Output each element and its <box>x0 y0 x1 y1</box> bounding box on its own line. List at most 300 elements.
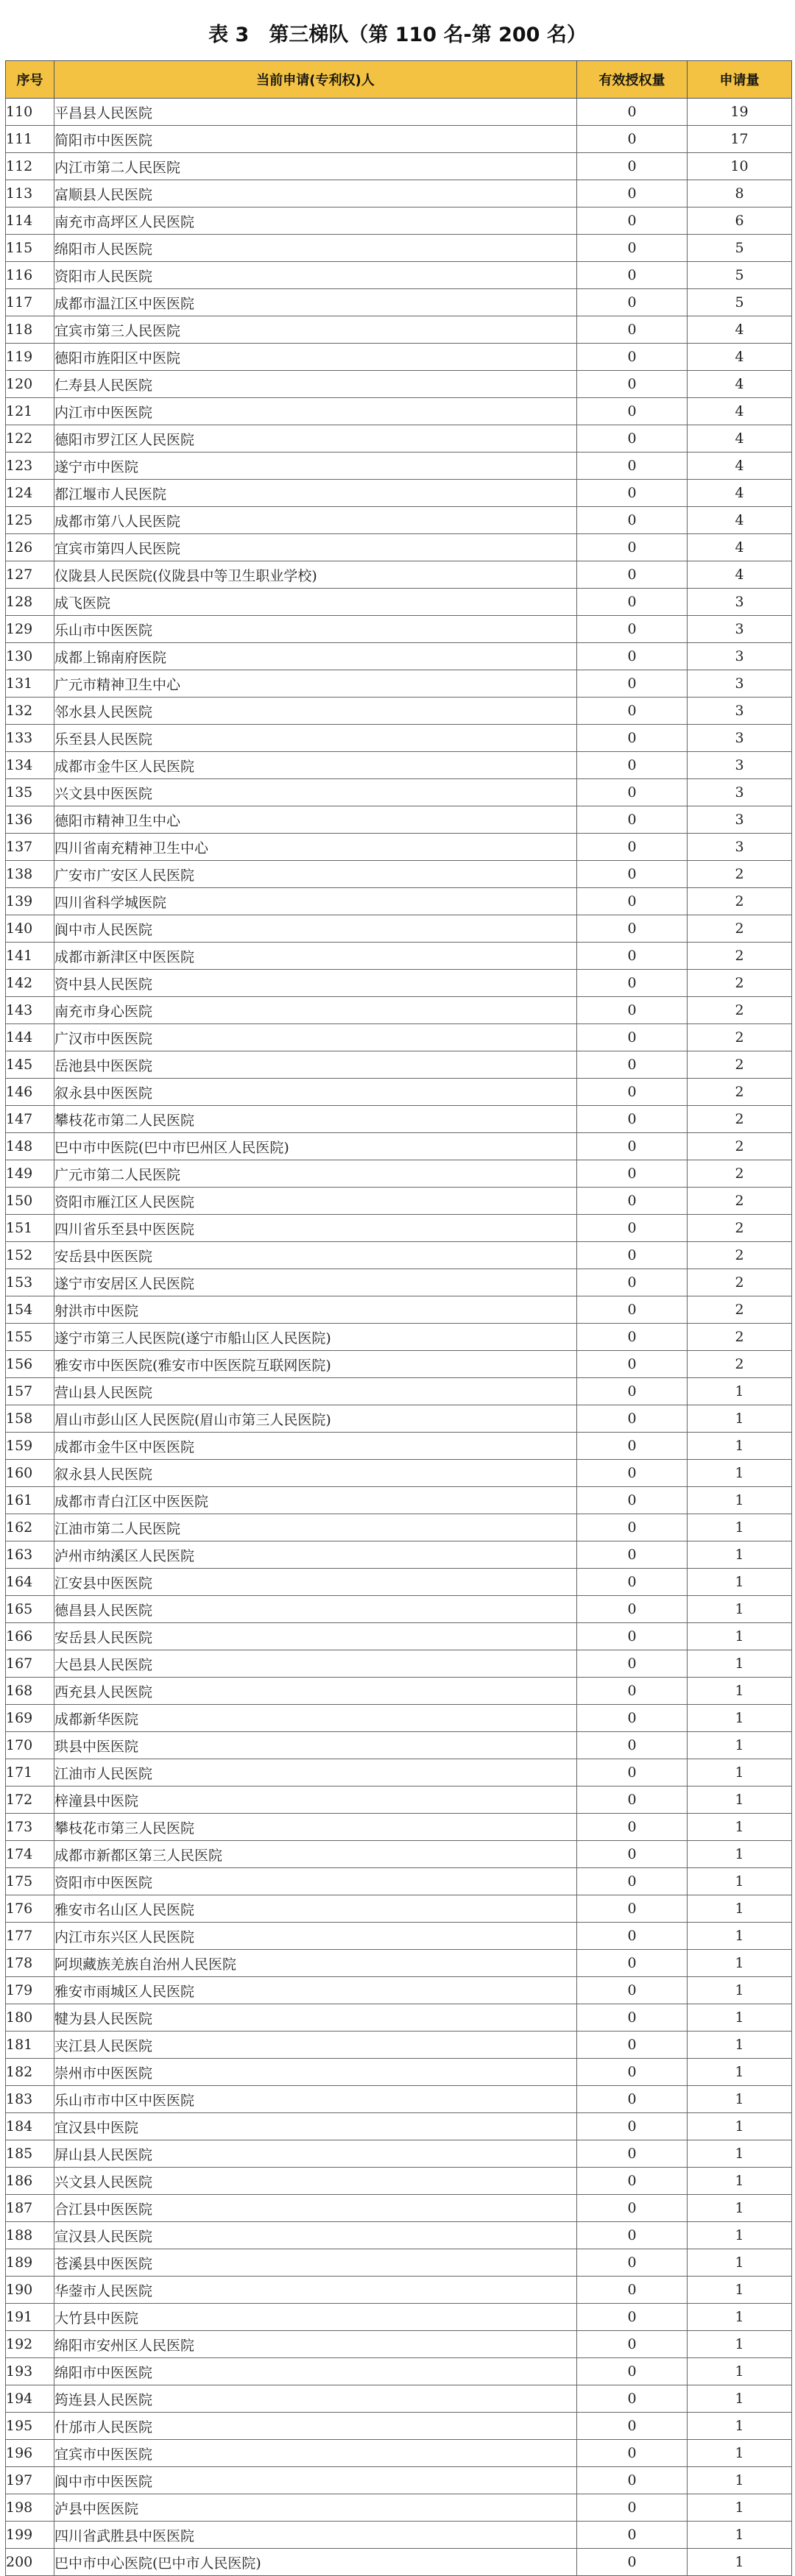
valid-grants-cell: 0 <box>577 670 688 698</box>
applications-cell: 2 <box>688 1160 792 1188</box>
applicant-cell: 犍为县人民医院 <box>54 2004 577 2032</box>
valid-grants-cell: 0 <box>577 1460 688 1487</box>
applications-cell: 1 <box>688 2385 792 2413</box>
applicant-cell: 遂宁市中医院 <box>54 453 577 480</box>
rank-cell: 183 <box>6 2086 54 2113</box>
rank-cell: 123 <box>6 453 54 480</box>
valid-grants-cell: 0 <box>577 643 688 670</box>
rank-cell: 142 <box>6 970 54 997</box>
table-row <box>6 834 792 861</box>
table-row <box>6 2113 792 2140</box>
rank-cell: 116 <box>6 262 54 289</box>
valid-grants-cell: 0 <box>577 344 688 371</box>
table-row <box>6 262 792 289</box>
applicant-cell: 营山县人民医院 <box>54 1378 577 1405</box>
table-row <box>6 2277 792 2304</box>
applicant-cell: 夹江县人民医院 <box>54 2032 577 2059</box>
applications-cell: 4 <box>688 534 792 561</box>
applications-cell: 1 <box>688 2358 792 2385</box>
applications-cell: 2 <box>688 1296 792 1324</box>
applications-cell: 2 <box>688 1079 792 1106</box>
header-applicant: 当前申请(专利权)人 <box>54 61 577 99</box>
valid-grants-cell: 0 <box>577 2494 688 2522</box>
applicant-cell: 宜宾市第三人民医院 <box>54 316 577 344</box>
valid-grants-cell: 0 <box>577 480 688 507</box>
table-body <box>6 99 792 2576</box>
valid-grants-cell: 0 <box>577 180 688 207</box>
rank-cell: 141 <box>6 943 54 970</box>
rank-cell: 125 <box>6 507 54 534</box>
applications-cell: 1 <box>688 1678 792 1705</box>
valid-grants-cell: 0 <box>577 2249 688 2277</box>
applicant-cell: 江油市人民医院 <box>54 1759 577 1786</box>
valid-grants-cell: 0 <box>577 1868 688 1895</box>
table-row <box>6 1378 792 1405</box>
valid-grants-cell: 0 <box>577 834 688 861</box>
applicant-cell: 岳池县中医医院 <box>54 1051 577 1079</box>
table-row <box>6 316 792 344</box>
rank-cell: 189 <box>6 2249 54 2277</box>
applicant-cell: 宣汉县人民医院 <box>54 2222 577 2249</box>
applications-cell: 1 <box>688 2168 792 2195</box>
valid-grants-cell: 0 <box>577 589 688 616</box>
valid-grants-cell: 0 <box>577 1296 688 1324</box>
header-valid-grants: 有效授权量 <box>577 61 688 99</box>
rank-cell: 194 <box>6 2385 54 2413</box>
rank-cell: 188 <box>6 2222 54 2249</box>
rank-cell: 111 <box>6 126 54 153</box>
applicant-cell: 四川省科学城医院 <box>54 888 577 915</box>
table-row <box>6 1215 792 1242</box>
rank-cell: 173 <box>6 1814 54 1841</box>
rank-cell: 110 <box>6 99 54 126</box>
applicant-cell: 泸县中医医院 <box>54 2494 577 2522</box>
applicant-cell: 绵阳市安州区人民医院 <box>54 2331 577 2358</box>
applicant-cell: 射洪市中医院 <box>54 1296 577 1324</box>
rank-cell: 175 <box>6 1868 54 1895</box>
table-row <box>6 970 792 997</box>
applicant-cell: 安岳县中医医院 <box>54 1242 577 1269</box>
valid-grants-cell: 0 <box>577 725 688 752</box>
applications-cell: 2 <box>688 943 792 970</box>
rank-cell: 167 <box>6 1650 54 1678</box>
rank-cell: 162 <box>6 1514 54 1541</box>
valid-grants-cell: 0 <box>577 1269 688 1296</box>
table-row <box>6 2331 792 2358</box>
valid-grants-cell: 0 <box>577 1786 688 1814</box>
applicant-cell: 成都市第八人民医院 <box>54 507 577 534</box>
valid-grants-cell: 0 <box>577 534 688 561</box>
applications-cell: 1 <box>688 1705 792 1732</box>
valid-grants-cell: 0 <box>577 915 688 943</box>
rank-cell: 182 <box>6 2059 54 2086</box>
applicant-cell: 合江县中医医院 <box>54 2195 577 2222</box>
valid-grants-cell: 0 <box>577 2277 688 2304</box>
rank-cell: 122 <box>6 425 54 453</box>
applications-cell: 1 <box>688 2032 792 2059</box>
applicant-cell: 阆中市中医医院 <box>54 2467 577 2494</box>
valid-grants-cell: 0 <box>577 752 688 779</box>
valid-grants-cell: 0 <box>577 1106 688 1133</box>
valid-grants-cell: 0 <box>577 1950 688 1977</box>
applications-cell: 2 <box>688 1351 792 1378</box>
applicant-cell: 内江市东兴区人民医院 <box>54 1923 577 1950</box>
valid-grants-cell: 0 <box>577 1405 688 1433</box>
applicant-cell: 广元市第二人民医院 <box>54 1160 577 1188</box>
applicant-cell: 什邡市人民医院 <box>54 2413 577 2440</box>
table-row <box>6 99 792 126</box>
valid-grants-cell: 0 <box>577 2549 688 2576</box>
applicant-cell: 广安市广安区人民医院 <box>54 861 577 888</box>
applicant-cell: 仪陇县人民医院(仪陇县中等卫生职业学校) <box>54 561 577 589</box>
table-row <box>6 698 792 725</box>
valid-grants-cell: 0 <box>577 1732 688 1759</box>
table-row <box>6 1923 792 1950</box>
valid-grants-cell: 0 <box>577 1324 688 1351</box>
rank-cell: 129 <box>6 616 54 643</box>
rank-cell: 174 <box>6 1841 54 1868</box>
applicant-cell: 仁寿县人民医院 <box>54 371 577 398</box>
rank-cell: 196 <box>6 2440 54 2467</box>
applications-cell: 1 <box>688 1895 792 1923</box>
applicant-cell: 成都市青白江区中医医院 <box>54 1487 577 1514</box>
valid-grants-cell: 0 <box>577 1705 688 1732</box>
table-row <box>6 2222 792 2249</box>
table-row <box>6 1596 792 1623</box>
valid-grants-cell: 0 <box>577 1351 688 1378</box>
table-row <box>6 616 792 643</box>
table-row <box>6 153 792 180</box>
valid-grants-cell: 0 <box>577 1541 688 1569</box>
rank-cell: 138 <box>6 861 54 888</box>
table-row <box>6 1732 792 1759</box>
table-row <box>6 1296 792 1324</box>
valid-grants-cell: 0 <box>577 1514 688 1541</box>
applications-cell: 1 <box>688 2004 792 2032</box>
applicant-cell: 华蓥市人民医院 <box>54 2277 577 2304</box>
rank-cell: 146 <box>6 1079 54 1106</box>
table-row <box>6 1351 792 1378</box>
applicant-cell: 绵阳市中医医院 <box>54 2358 577 2385</box>
rank-cell: 176 <box>6 1895 54 1923</box>
valid-grants-cell: 0 <box>577 1188 688 1215</box>
rank-cell: 112 <box>6 153 54 180</box>
valid-grants-cell: 0 <box>577 371 688 398</box>
rank-cell: 190 <box>6 2277 54 2304</box>
applicant-cell: 大竹县中医院 <box>54 2304 577 2331</box>
applications-cell: 2 <box>688 1133 792 1160</box>
applicant-cell: 成都新华医院 <box>54 1705 577 1732</box>
applications-cell: 1 <box>688 1814 792 1841</box>
applicant-cell: 西充县人民医院 <box>54 1678 577 1705</box>
rank-cell: 149 <box>6 1160 54 1188</box>
valid-grants-cell: 0 <box>577 153 688 180</box>
valid-grants-cell: 0 <box>577 1678 688 1705</box>
rank-cell: 180 <box>6 2004 54 2032</box>
applicant-cell: 资中县人民医院 <box>54 970 577 997</box>
valid-grants-cell: 0 <box>577 289 688 316</box>
applications-cell: 1 <box>688 2522 792 2549</box>
valid-grants-cell: 0 <box>577 2440 688 2467</box>
applications-cell: 2 <box>688 997 792 1024</box>
applications-cell: 1 <box>688 2494 792 2522</box>
table-row <box>6 915 792 943</box>
rank-cell: 133 <box>6 725 54 752</box>
applicant-cell: 四川省南充精神卫生中心 <box>54 834 577 861</box>
applications-cell: 1 <box>688 1623 792 1650</box>
valid-grants-cell: 0 <box>577 1596 688 1623</box>
rank-cell: 160 <box>6 1460 54 1487</box>
valid-grants-cell: 0 <box>577 1433 688 1460</box>
applications-cell: 2 <box>688 1215 792 1242</box>
valid-grants-cell: 0 <box>577 2195 688 2222</box>
applications-cell: 2 <box>688 888 792 915</box>
table-row <box>6 2385 792 2413</box>
applicant-cell: 遂宁市安居区人民医院 <box>54 1269 577 1296</box>
table-row <box>6 2168 792 2195</box>
table-row <box>6 1188 792 1215</box>
applications-cell: 4 <box>688 316 792 344</box>
rank-cell: 132 <box>6 698 54 725</box>
applications-cell: 4 <box>688 561 792 589</box>
table-row <box>6 589 792 616</box>
rank-cell: 154 <box>6 1296 54 1324</box>
applicant-cell: 叙永县中医医院 <box>54 1079 577 1106</box>
applicant-cell: 南充市身心医院 <box>54 997 577 1024</box>
table-row <box>6 289 792 316</box>
applications-cell: 4 <box>688 344 792 371</box>
applications-cell: 2 <box>688 1269 792 1296</box>
valid-grants-cell: 0 <box>577 2113 688 2140</box>
valid-grants-cell: 0 <box>577 1024 688 1051</box>
valid-grants-cell: 0 <box>577 1923 688 1950</box>
applicant-cell: 梓潼县中医院 <box>54 1786 577 1814</box>
table-row <box>6 180 792 207</box>
rank-cell: 181 <box>6 2032 54 2059</box>
valid-grants-cell: 0 <box>577 1487 688 1514</box>
applications-cell: 1 <box>688 2222 792 2249</box>
table-row <box>6 1569 792 1596</box>
applications-cell: 3 <box>688 589 792 616</box>
table-row <box>6 1242 792 1269</box>
table-row <box>6 1705 792 1732</box>
applications-cell: 3 <box>688 670 792 698</box>
table-row <box>6 1759 792 1786</box>
table-row <box>6 2249 792 2277</box>
applicant-cell: 雅安市名山区人民医院 <box>54 1895 577 1923</box>
applicant-cell: 邻水县人民医院 <box>54 698 577 725</box>
applicant-cell: 成都市温江区中医医院 <box>54 289 577 316</box>
applications-cell: 4 <box>688 371 792 398</box>
rank-cell: 199 <box>6 2522 54 2549</box>
applications-cell: 1 <box>688 2304 792 2331</box>
applications-cell: 3 <box>688 725 792 752</box>
rank-cell: 152 <box>6 1242 54 1269</box>
applications-cell: 1 <box>688 1950 792 1977</box>
rank-cell: 193 <box>6 2358 54 2385</box>
applicant-cell: 雅安市中医医院(雅安市中医医院互联网医院) <box>54 1351 577 1378</box>
rank-cell: 124 <box>6 480 54 507</box>
rank-cell: 191 <box>6 2304 54 2331</box>
valid-grants-cell: 0 <box>577 1623 688 1650</box>
applications-cell: 1 <box>688 2113 792 2140</box>
applications-cell: 1 <box>688 1487 792 1514</box>
valid-grants-cell: 0 <box>577 2059 688 2086</box>
applications-cell: 5 <box>688 235 792 262</box>
rank-cell: 151 <box>6 1215 54 1242</box>
rank-cell: 179 <box>6 1977 54 2004</box>
rank-cell: 131 <box>6 670 54 698</box>
applications-cell: 2 <box>688 1051 792 1079</box>
rank-cell: 171 <box>6 1759 54 1786</box>
valid-grants-cell: 0 <box>577 262 688 289</box>
applicant-cell: 江安县中医医院 <box>54 1569 577 1596</box>
ranking-table <box>5 60 792 2576</box>
table-row <box>6 725 792 752</box>
table-row <box>6 2413 792 2440</box>
applicant-cell: 四川省乐至县中医医院 <box>54 1215 577 1242</box>
applications-cell: 4 <box>688 453 792 480</box>
applications-cell: 2 <box>688 1242 792 1269</box>
applicant-cell: 阿坝藏族羌族自治州人民医院 <box>54 1950 577 1977</box>
table-row <box>6 752 792 779</box>
table-row <box>6 1650 792 1678</box>
valid-grants-cell: 0 <box>577 2032 688 2059</box>
valid-grants-cell: 0 <box>577 2304 688 2331</box>
rank-cell: 150 <box>6 1188 54 1215</box>
table-row <box>6 1814 792 1841</box>
table-row <box>6 1623 792 1650</box>
table-row <box>6 480 792 507</box>
table-row <box>6 1514 792 1541</box>
valid-grants-cell: 0 <box>577 1242 688 1269</box>
rank-cell: 197 <box>6 2467 54 2494</box>
table-row <box>6 2032 792 2059</box>
applications-cell: 3 <box>688 752 792 779</box>
valid-grants-cell: 0 <box>577 507 688 534</box>
applications-cell: 1 <box>688 2413 792 2440</box>
valid-grants-cell: 0 <box>577 1841 688 1868</box>
table-row <box>6 2004 792 2032</box>
applicant-cell: 乐山市中医医院 <box>54 616 577 643</box>
applications-cell: 1 <box>688 2467 792 2494</box>
applicant-cell: 德阳市旌阳区中医院 <box>54 344 577 371</box>
rank-cell: 170 <box>6 1732 54 1759</box>
valid-grants-cell: 0 <box>577 1133 688 1160</box>
valid-grants-cell: 0 <box>577 316 688 344</box>
table-row <box>6 1133 792 1160</box>
applications-cell: 3 <box>688 616 792 643</box>
table-title: 表 3 第三梯队（第 110 名-第 200 名） <box>208 24 587 46</box>
table-header <box>6 61 792 99</box>
table-row <box>6 2549 792 2576</box>
table-row <box>6 1106 792 1133</box>
applications-cell: 1 <box>688 2086 792 2113</box>
applications-cell: 1 <box>688 1923 792 1950</box>
rank-cell: 113 <box>6 180 54 207</box>
applications-cell: 1 <box>688 1650 792 1678</box>
rank-cell: 185 <box>6 2140 54 2168</box>
applicant-cell: 绵阳市人民医院 <box>54 235 577 262</box>
applicant-cell: 都江堰市人民医院 <box>54 480 577 507</box>
applicant-cell: 广元市精神卫生中心 <box>54 670 577 698</box>
applicant-cell: 成都上锦南府医院 <box>54 643 577 670</box>
rank-cell: 127 <box>6 561 54 589</box>
applicant-cell: 资阳市中医医院 <box>54 1868 577 1895</box>
table-row <box>6 2195 792 2222</box>
table-row <box>6 235 792 262</box>
rank-cell: 200 <box>6 2549 54 2576</box>
valid-grants-cell: 0 <box>577 207 688 235</box>
table-row <box>6 1433 792 1460</box>
table-row <box>6 1324 792 1351</box>
table-row <box>6 425 792 453</box>
table-row <box>6 507 792 534</box>
table-row <box>6 2440 792 2467</box>
applicant-cell: 成都市新都区第三人民医院 <box>54 1841 577 1868</box>
rank-cell: 130 <box>6 643 54 670</box>
applications-cell: 1 <box>688 2140 792 2168</box>
applications-cell: 4 <box>688 398 792 425</box>
valid-grants-cell: 0 <box>577 453 688 480</box>
applicant-cell: 乐山市市中区中医医院 <box>54 2086 577 2113</box>
valid-grants-cell: 0 <box>577 2168 688 2195</box>
valid-grants-cell: 0 <box>577 779 688 806</box>
rank-cell: 159 <box>6 1433 54 1460</box>
rank-cell: 178 <box>6 1950 54 1977</box>
table-row <box>6 1051 792 1079</box>
valid-grants-cell: 0 <box>577 2140 688 2168</box>
rank-cell: 118 <box>6 316 54 344</box>
applications-cell: 2 <box>688 915 792 943</box>
table-row <box>6 806 792 834</box>
applicant-cell: 眉山市彭山区人民医院(眉山市第三人民医院) <box>54 1405 577 1433</box>
applications-cell: 2 <box>688 1188 792 1215</box>
rank-cell: 164 <box>6 1569 54 1596</box>
applicant-cell: 叙永县人民医院 <box>54 1460 577 1487</box>
applications-cell: 3 <box>688 643 792 670</box>
table-row <box>6 888 792 915</box>
applications-cell: 3 <box>688 806 792 834</box>
valid-grants-cell: 0 <box>577 1051 688 1079</box>
applications-cell: 2 <box>688 1106 792 1133</box>
rank-cell: 114 <box>6 207 54 235</box>
rank-cell: 156 <box>6 1351 54 1378</box>
valid-grants-cell: 0 <box>577 126 688 153</box>
rank-cell: 134 <box>6 752 54 779</box>
valid-grants-cell: 0 <box>577 997 688 1024</box>
rank-cell: 117 <box>6 289 54 316</box>
table-row <box>6 943 792 970</box>
applications-cell: 1 <box>688 2549 792 2576</box>
applications-cell: 1 <box>688 2440 792 2467</box>
applicant-cell: 四川省武胜县中医医院 <box>54 2522 577 2549</box>
table-row <box>6 1160 792 1188</box>
valid-grants-cell: 0 <box>577 235 688 262</box>
table-row <box>6 1405 792 1433</box>
rank-cell: 177 <box>6 1923 54 1950</box>
rank-cell: 195 <box>6 2413 54 2440</box>
applications-cell: 1 <box>688 1596 792 1623</box>
applicant-cell: 攀枝花市第三人民医院 <box>54 1814 577 1841</box>
applications-cell: 5 <box>688 289 792 316</box>
table-row <box>6 126 792 153</box>
valid-grants-cell: 0 <box>577 806 688 834</box>
applicant-cell: 江油市第二人民医院 <box>54 1514 577 1541</box>
applicant-cell: 巴中市中医院(巴中市巴州区人民医院) <box>54 1133 577 1160</box>
valid-grants-cell: 0 <box>577 561 688 589</box>
applicant-cell: 德阳市精神卫生中心 <box>54 806 577 834</box>
